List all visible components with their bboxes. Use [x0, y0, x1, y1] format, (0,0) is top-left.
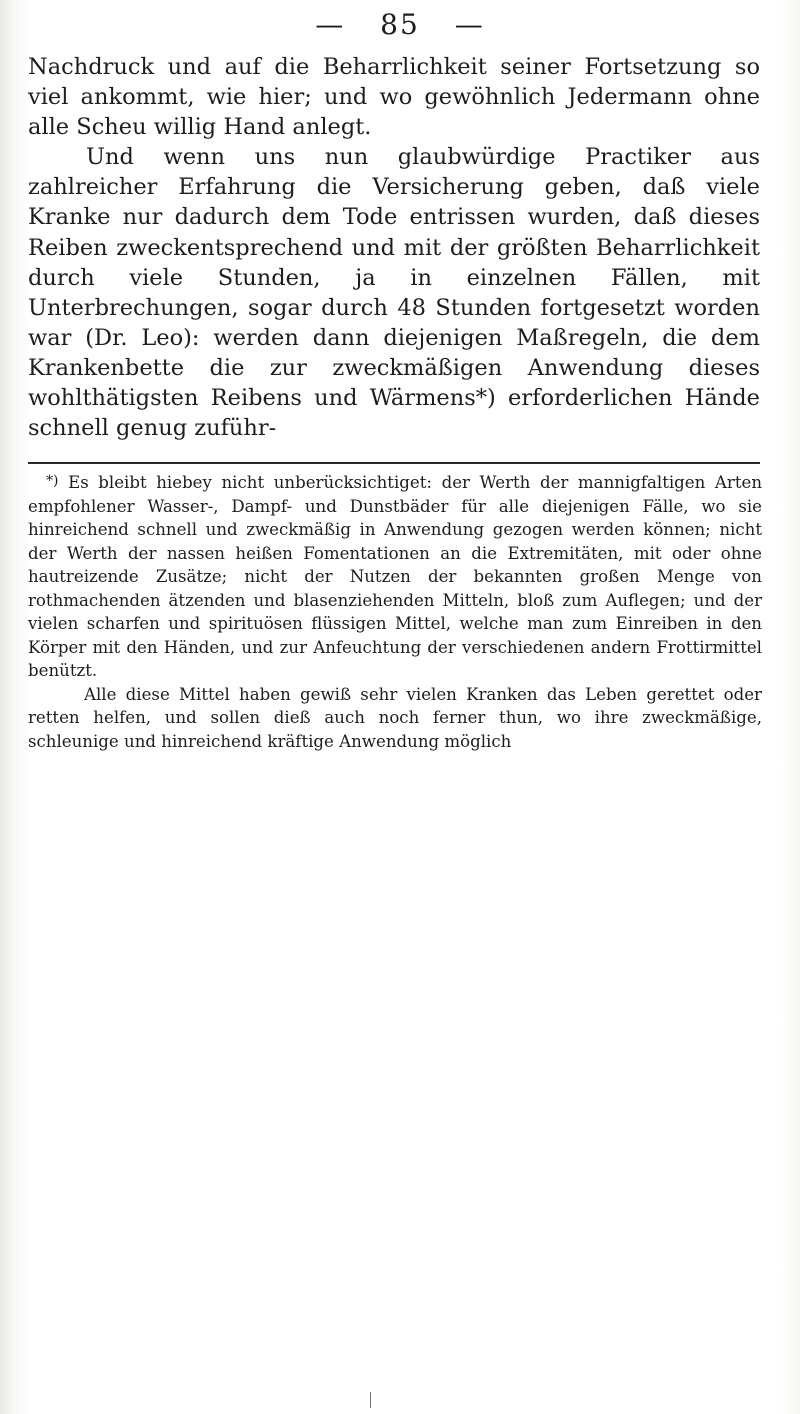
page-number: 85 — [380, 8, 420, 41]
paragraph — [28, 142, 760, 443]
main-text — [28, 52, 760, 443]
footnote-paragraph — [28, 470, 762, 683]
print-mark — [370, 1392, 371, 1408]
header-left-dash: — — [315, 8, 346, 41]
header-right-dash: — — [454, 8, 485, 41]
footnote-paragraph: Alle diese Mittel haben gewiß sehr vielen Kranken das Leben gerettet oder retten helfen, und sollen dieß auch noch ferner thun, wo ihre zweckmäßige, schleunige und hinreichend kräftige Anwendung möglich — [28, 684, 762, 751]
paragraph-text-end: erforderlichen Hände schnell genug zuführ- — [28, 385, 760, 442]
footnote — [28, 470, 762, 753]
paragraph-text: Und wenn uns nun glaubwürdige Practiker aus zahlreicher Erfahrung die Versicherung geben, daß viele Kranke nur dadurch dem Tode entrissen wurden, daß dieses Reiben zweckentsprechend und mit der größten Beharrlichkeit durch viele Stunden, ja in einzelnen Fällen, mit Unterbrechungen, sogar durch 48 Stunden fortgesetzt worden war (Dr. Leo): werden dann diejenigen Maßregeln, die dem Krankenbette die zur zweckmäßigen Anwendung dieses wohlthätigsten Reibens und Wärmens — [28, 144, 760, 412]
footnote-reference: *) — [475, 385, 496, 412]
page-header — [0, 8, 800, 41]
footnote-separator — [28, 462, 760, 464]
footnote-mark: *) — [46, 473, 59, 489]
paragraph-continuation: Nachdruck und auf die Beharrlichkeit seiner Fortsetzung so viel ankommt, wie hier; und wo gewöhnlich Jedermann ohne alle Scheu willig Hand anlegt. — [28, 54, 760, 141]
footnote-text: Es bleibt hiebey nicht unberücksichtiget: der Werth der mannigfaltigen Arten empfohlener Wasser-, Dampf- und Dunstbäder für alle diejenigen Fälle, wo sie hinreichend schnell und zweckmäßig in Anwendung gezogen werden können; nicht der Werth der nassen heißen Fomentationen an die Extremitäten, mit oder ohne hautreizende Zusätze; nicht der Nutzen der bekannten großen Menge von rothmachenden ätzenden und blasenziehenden Mitteln, bloß zum Auflegen; und der vielen scharfen und spirituösen flüssigen Mittel, welche man zum Einreiben in den Körper mit den Händen, und zur Anfeuchtung der verschiedenen andern Frottirmittel benützt. — [28, 473, 763, 680]
